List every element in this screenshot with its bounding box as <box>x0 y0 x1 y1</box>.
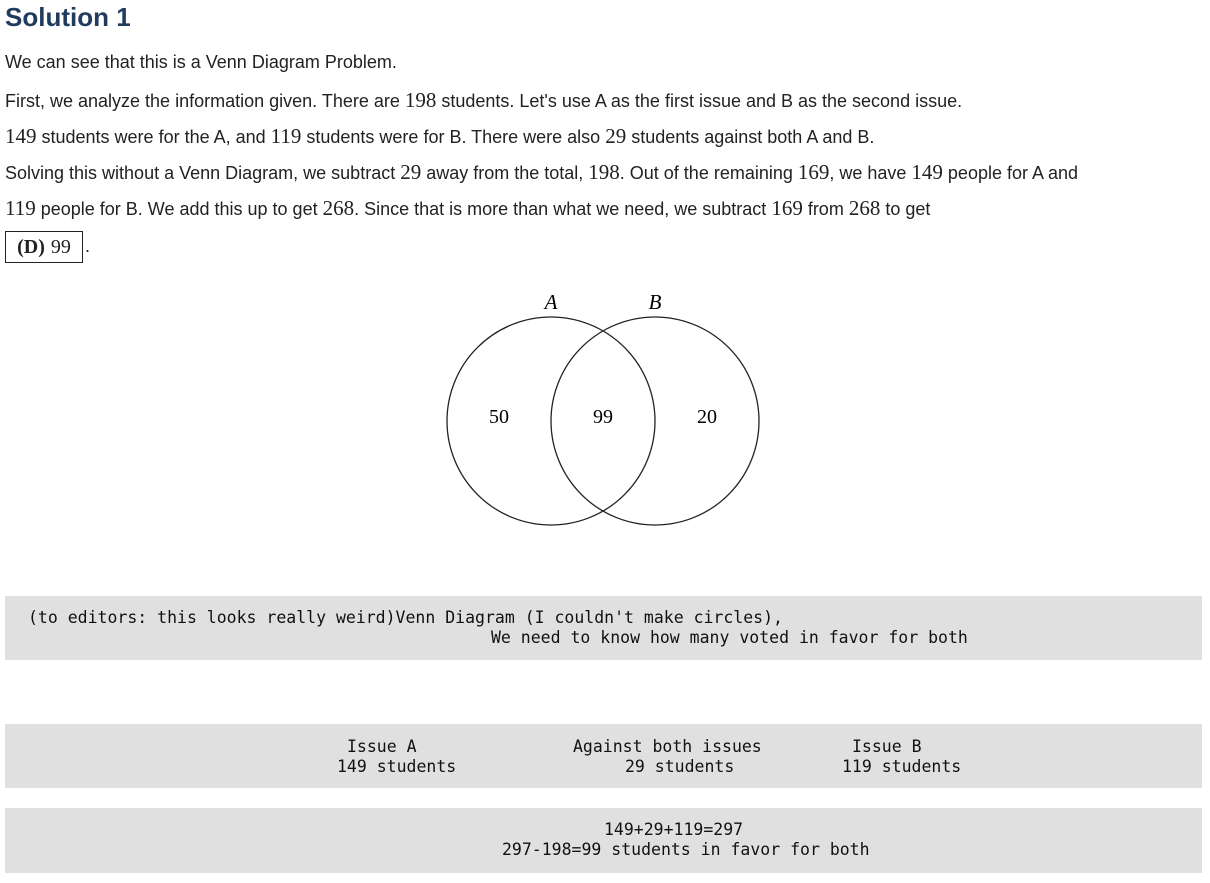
text-run: people for B. We add this up to get <box>35 199 323 219</box>
code-block-calculation <box>5 808 1202 873</box>
text-run: students. Let's use A as the first issue and B as the second issue. <box>436 91 963 111</box>
paragraph-solving-1 <box>5 160 1078 185</box>
region-only-a: 50 <box>489 406 509 428</box>
code-line: 149+29+119=297 <box>604 820 744 839</box>
math-value: 169 <box>771 196 803 220</box>
text-run: . Out of the remaining <box>619 163 798 183</box>
math-value: 268 <box>848 196 881 220</box>
code-line: 29 students <box>625 757 735 776</box>
region-only-b: 20 <box>697 406 717 428</box>
text-run: students against both A and B. <box>626 127 875 147</box>
text-run: Solving this without a Venn Diagram, we subtract <box>5 163 401 183</box>
answer-box <box>5 231 83 263</box>
text-run: We can see that this is a Venn Diagram Problem. <box>5 52 397 72</box>
region-both: 99 <box>593 406 613 428</box>
answer-value: 99 <box>50 235 71 258</box>
text-run: First, we analyze the information given. There are <box>5 91 405 111</box>
text-run: people for A and <box>942 163 1079 183</box>
math-value: 149 <box>5 124 37 148</box>
venn-diagram <box>440 286 770 531</box>
text-run: students were for the A, and <box>36 127 271 147</box>
math-value: 119 <box>270 124 302 148</box>
label-b: B <box>648 290 662 314</box>
code-block-editor-note <box>5 596 1202 660</box>
code-line: Issue B <box>852 737 922 756</box>
math-value: 29 <box>605 124 627 148</box>
math-value: 29 <box>400 160 422 184</box>
code-line: 149 students <box>337 757 457 776</box>
math-value: 198 <box>404 88 437 112</box>
paragraph-solving-2 <box>5 196 930 221</box>
code-block-issues <box>5 724 1202 788</box>
text-run: to get <box>880 199 931 219</box>
paragraph-given <box>5 88 962 113</box>
code-line: 119 students <box>842 757 962 776</box>
text-run: . Since that is more than what we need, we subtract <box>354 199 772 219</box>
paragraph-counts <box>5 124 874 149</box>
math-value: 198 <box>588 160 620 184</box>
answer-period: . <box>85 236 91 256</box>
text-run: from <box>802 199 849 219</box>
label-a: A <box>544 290 558 314</box>
code-line: Against both issues <box>573 737 762 756</box>
paragraph-intro <box>5 52 397 73</box>
code-line: 297-198=99 students in favor for both <box>502 840 870 859</box>
text-run: , we have <box>829 163 912 183</box>
code-line: We need to know how many voted in favor for both <box>491 628 968 647</box>
math-value: 119 <box>5 196 36 220</box>
text-run: students were for B. There were also <box>301 127 606 147</box>
answer-choice: (D) <box>17 235 45 258</box>
solution-heading: Solution 1 <box>5 2 131 32</box>
code-line: (to editors: this looks really weird)Venn Diagram (I couldn't make circles), <box>28 608 783 627</box>
code-line: Issue A <box>347 737 417 756</box>
math-value: 268 <box>322 196 355 220</box>
text-run: away from the total, <box>421 163 589 183</box>
math-value: 169 <box>797 160 830 184</box>
math-value: 149 <box>911 160 943 184</box>
